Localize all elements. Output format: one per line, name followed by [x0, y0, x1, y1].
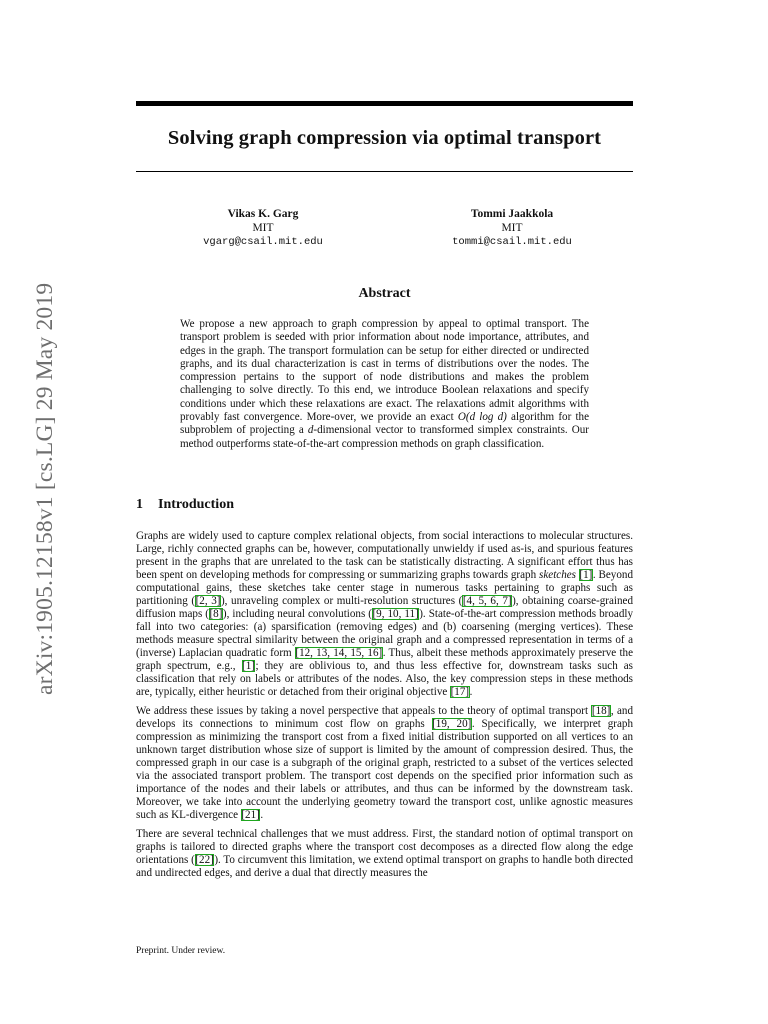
citation-link[interactable]: [1]: [242, 660, 255, 672]
author-name: Vikas K. Garg: [227, 208, 299, 220]
author-block: [136, 207, 633, 257]
arxiv-identifier: arXiv:1905.12158v1 [cs.LG] 29 May 2019: [32, 282, 58, 695]
citation-link[interactable]: [18]: [591, 705, 611, 717]
author-email: tommi@csail.mit.edu: [452, 236, 572, 248]
author-affiliation: MIT: [252, 222, 274, 234]
citation-link[interactable]: [17]: [450, 686, 470, 698]
paragraph-2: We address these issues by taking a novel perspective that appeals to the theory of optimal transport [18], and develops its connections to minimum cost flow on graphs [19, 20]. Specifically, we interpret graph compression as minimizing the transport cost from a fixed initial distribution supported on all vertices to an unknown target distribution whose size of support is limited by the amount of compression desired. Thus, the compressed graph in our case is a subgraph of the original graph, restricted to a subset of the vertices selected via the associated transport problem. The transport cost depends on the specified prior information such as importance of the nodes and their labels or attributes, and thus can be informed by the downstream task. Moreover, we take into account the underlying geometry toward the transport cost, unlike agnostic measures such as KL-divergence [21].: [136, 705, 633, 821]
abstract-text: We propose a new approach to graph compression by appeal to optimal transport. The transport problem is seeded with prior information about node importance, attributes, and edges in the graph. The transport formulation can be setup for either directed or undirected graphs, and its dual characterization is cast in terms of distributions over the nodes. The compression pertains to the support of node distributions and makes the problem challenging to solve directly. To this end, we introduce Boolean relaxations and specify conditions under which these relaxations are exact. The relaxations admit algorithms with provably fast convergence. More-over, we provide an exact O(d log d) algorithm for the subproblem of projecting a d-dimensional vector to transformed simplex constraints. Our method outperforms state-of-the-art compression methods on graph classification.: [180, 318, 589, 450]
title-top-rule: [136, 101, 633, 106]
section-title: Introduction: [158, 497, 234, 512]
citation-link[interactable]: [2, 3]: [195, 595, 221, 607]
math-complexity: O(d log d): [457, 411, 507, 424]
citation-link[interactable]: [4, 5, 6, 7]: [462, 595, 512, 607]
citation-link[interactable]: [21]: [241, 809, 260, 821]
author-email: vgarg@csail.mit.edu: [203, 236, 323, 248]
citation-link[interactable]: [8]: [209, 608, 223, 620]
footer-note: Preprint. Under review.: [136, 946, 226, 956]
citation-link[interactable]: [19, 20]: [432, 718, 472, 730]
title-bottom-rule: [136, 171, 633, 172]
citation-link[interactable]: [9, 10, 11]: [372, 608, 419, 620]
math-dimension: d: [307, 424, 314, 437]
author-affiliation: MIT: [501, 222, 523, 234]
paragraph-3: There are several technical challenges that we must address. First, the standard notion of optimal transport on graphs is tailored to directed graphs where the transport cost decomposes as a directed flow along the edge orientations ([22]). To circumvent this limitation, we extend optimal transport on graphs to handle both directed and undirected edges, and derive a dual that directly measures the: [136, 828, 634, 879]
abstract-heading: Abstract: [358, 286, 411, 301]
author-1: [163, 207, 363, 249]
author-name: Tommi Jaakkola: [470, 208, 554, 220]
section-heading-introduction: [136, 497, 234, 513]
author-2: [412, 207, 612, 249]
paper-title: Solving graph compression via optimal transport: [167, 127, 602, 149]
section-number: 1: [136, 497, 143, 512]
citation-link[interactable]: [12, 13, 14, 15, 16]: [295, 647, 383, 659]
citation-link[interactable]: [22]: [195, 854, 214, 866]
citation-link[interactable]: [1]: [579, 569, 593, 581]
introduction-body: [136, 530, 633, 886]
paragraph-1: Graphs are widely used to capture complex relational objects, from social interactions to molecular structures. Large, richly connected graphs can be, however, computationally unwieldy if used as-is, and spurious features present in the graphs that are unrelated to the task can be statistically distracting. A significant effort thus has been spent on developing methods for compressing or summarizing graphs towards graph sketches [1]. Beyond computational gains, these sketches take center stage in numerous tasks pertaining to graphs such as partitioning ([2, 3]), unraveling complex or multi-resolution structures ([4, 5, 6, 7]), obtaining coarse-grained diffusion maps ([8]), including neural convolutions ([9, 10, 11]). State-of-the-art compression methods broadly fall into two categories: (a) sparsification (removing edges) and (b) coarsening (merging vertices). These methods measure spectral similarity between the original graph and a compressed representation in terms of a (inverse) Laplacian quadratic form [12, 13, 14, 15, 16]. Thus, albeit these methods approximately preserve the graph spectrum, e.g., [1]; they are oblivious to, and thus less effective for, downstream tasks such as classification that rely on labels or attributes of the nodes. Also, the key compression steps in these methods are, typically, either heuristic or detached from their original objective [17].: [136, 530, 633, 698]
